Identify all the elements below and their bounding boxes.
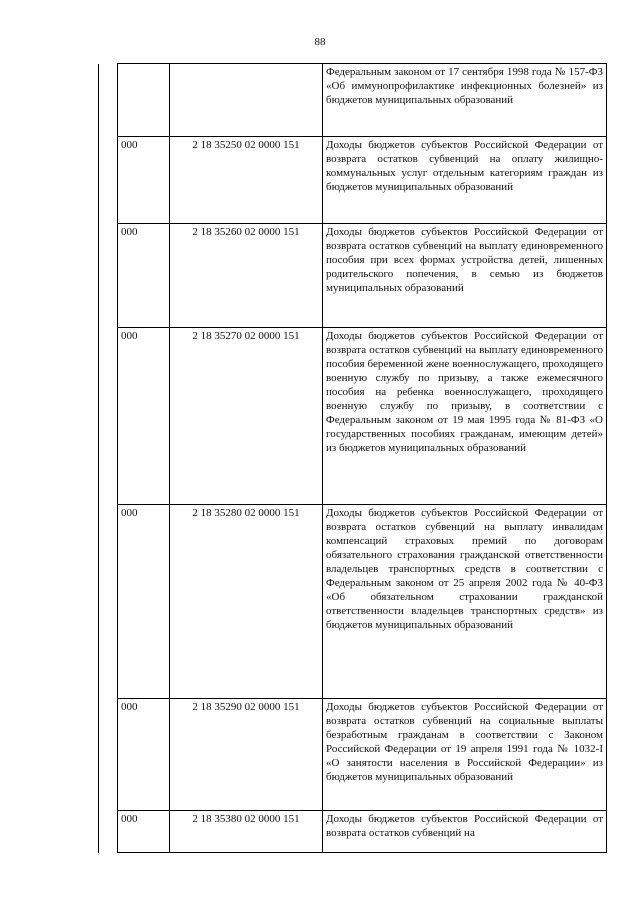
table-row: [99, 224, 607, 328]
table-row: [99, 137, 607, 224]
page-number: 88: [314, 36, 326, 48]
budget-code-cell: 2 18 35380 02 0000 151: [170, 811, 323, 853]
revenue-name-cell: Доходы бюджетов субъектов Российской Федерации от возврата остатков субвенций на оплату жилищно-коммунальных услуг отдельным категориям граждан из бюджетов муниципальных образований: [323, 137, 607, 224]
admin-code-cell: [118, 64, 170, 137]
budget-code-cell: 2 18 35280 02 0000 151: [170, 505, 323, 699]
admin-code-cell: 000: [118, 137, 170, 224]
revenue-name-cell: Доходы бюджетов субъектов Российской Федерации от возврата остатков субвенций на выплату единовременного пособия при всех формах устройства детей, лишенных родительского попечения, в семью из бюджетов муниципальных образований: [323, 224, 607, 328]
revenue-name-cell: Федеральным законом от 17 сентября 1998 года № 157-ФЗ «Об иммунопрофилактике инфекционных болезней» из бюджетов муниципальных образований: [323, 64, 607, 137]
budget-revenue-table: [98, 63, 607, 853]
budget-code-cell: [170, 64, 323, 137]
budget-code-cell: 2 18 35250 02 0000 151: [170, 137, 323, 224]
revenue-name-cell: Доходы бюджетов субъектов Российской Федерации от возврата остатков субвенций на социальные выплаты безработным гражданам в соответствии с Законом Российской Федерации от 19 апреля 1991 года № 1032-I «О занятости населения в Российской Федерации» из бюджетов муниципальных образований: [323, 699, 607, 811]
table-row: [99, 328, 607, 505]
revenue-name-cell: Доходы бюджетов субъектов Российской Федерации от возврата остатков субвенций на: [323, 811, 607, 853]
admin-code-cell: 000: [118, 505, 170, 699]
budget-code-cell: 2 18 35290 02 0000 151: [170, 699, 323, 811]
admin-code-cell: 000: [118, 328, 170, 505]
admin-code-cell: 000: [118, 699, 170, 811]
budget-code-cell: 2 18 35260 02 0000 151: [170, 224, 323, 328]
table-row: [99, 811, 607, 853]
budget-code-cell: 2 18 35270 02 0000 151: [170, 328, 323, 505]
admin-code-cell: 000: [118, 811, 170, 853]
table-row: [99, 64, 607, 137]
table-row: [99, 699, 607, 811]
revenue-name-cell: Доходы бюджетов субъектов Российской Федерации от возврата остатков субвенций на выплату единовременного пособия беременной жене военнослужащего, проходящего военную службу по призыву, а также ежемесячного пособия на ребенка военнослужащего, проходящего военную службу по призыву, в соответствии с Федеральным законом от 19 мая 1995 года № 81-ФЗ «О государственных пособиях гражданам, имеющим детей» из бюджетов муниципальных образований: [323, 328, 607, 505]
table-row: [99, 505, 607, 699]
revenue-name-cell: Доходы бюджетов субъектов Российской Федерации от возврата остатков субвенций на выплату инвалидам компенсаций страховых премий по договорам обязательного страхования гражданской ответственности владельцев транспортных средств в соответствии с Федеральным законом от 25 апреля 2002 года № 40-ФЗ «Об обязательном страховании гражданской ответственности владельцев транспортных средств» из бюджетов муниципальных образований: [323, 505, 607, 699]
blank-column: [99, 64, 118, 853]
admin-code-cell: 000: [118, 224, 170, 328]
